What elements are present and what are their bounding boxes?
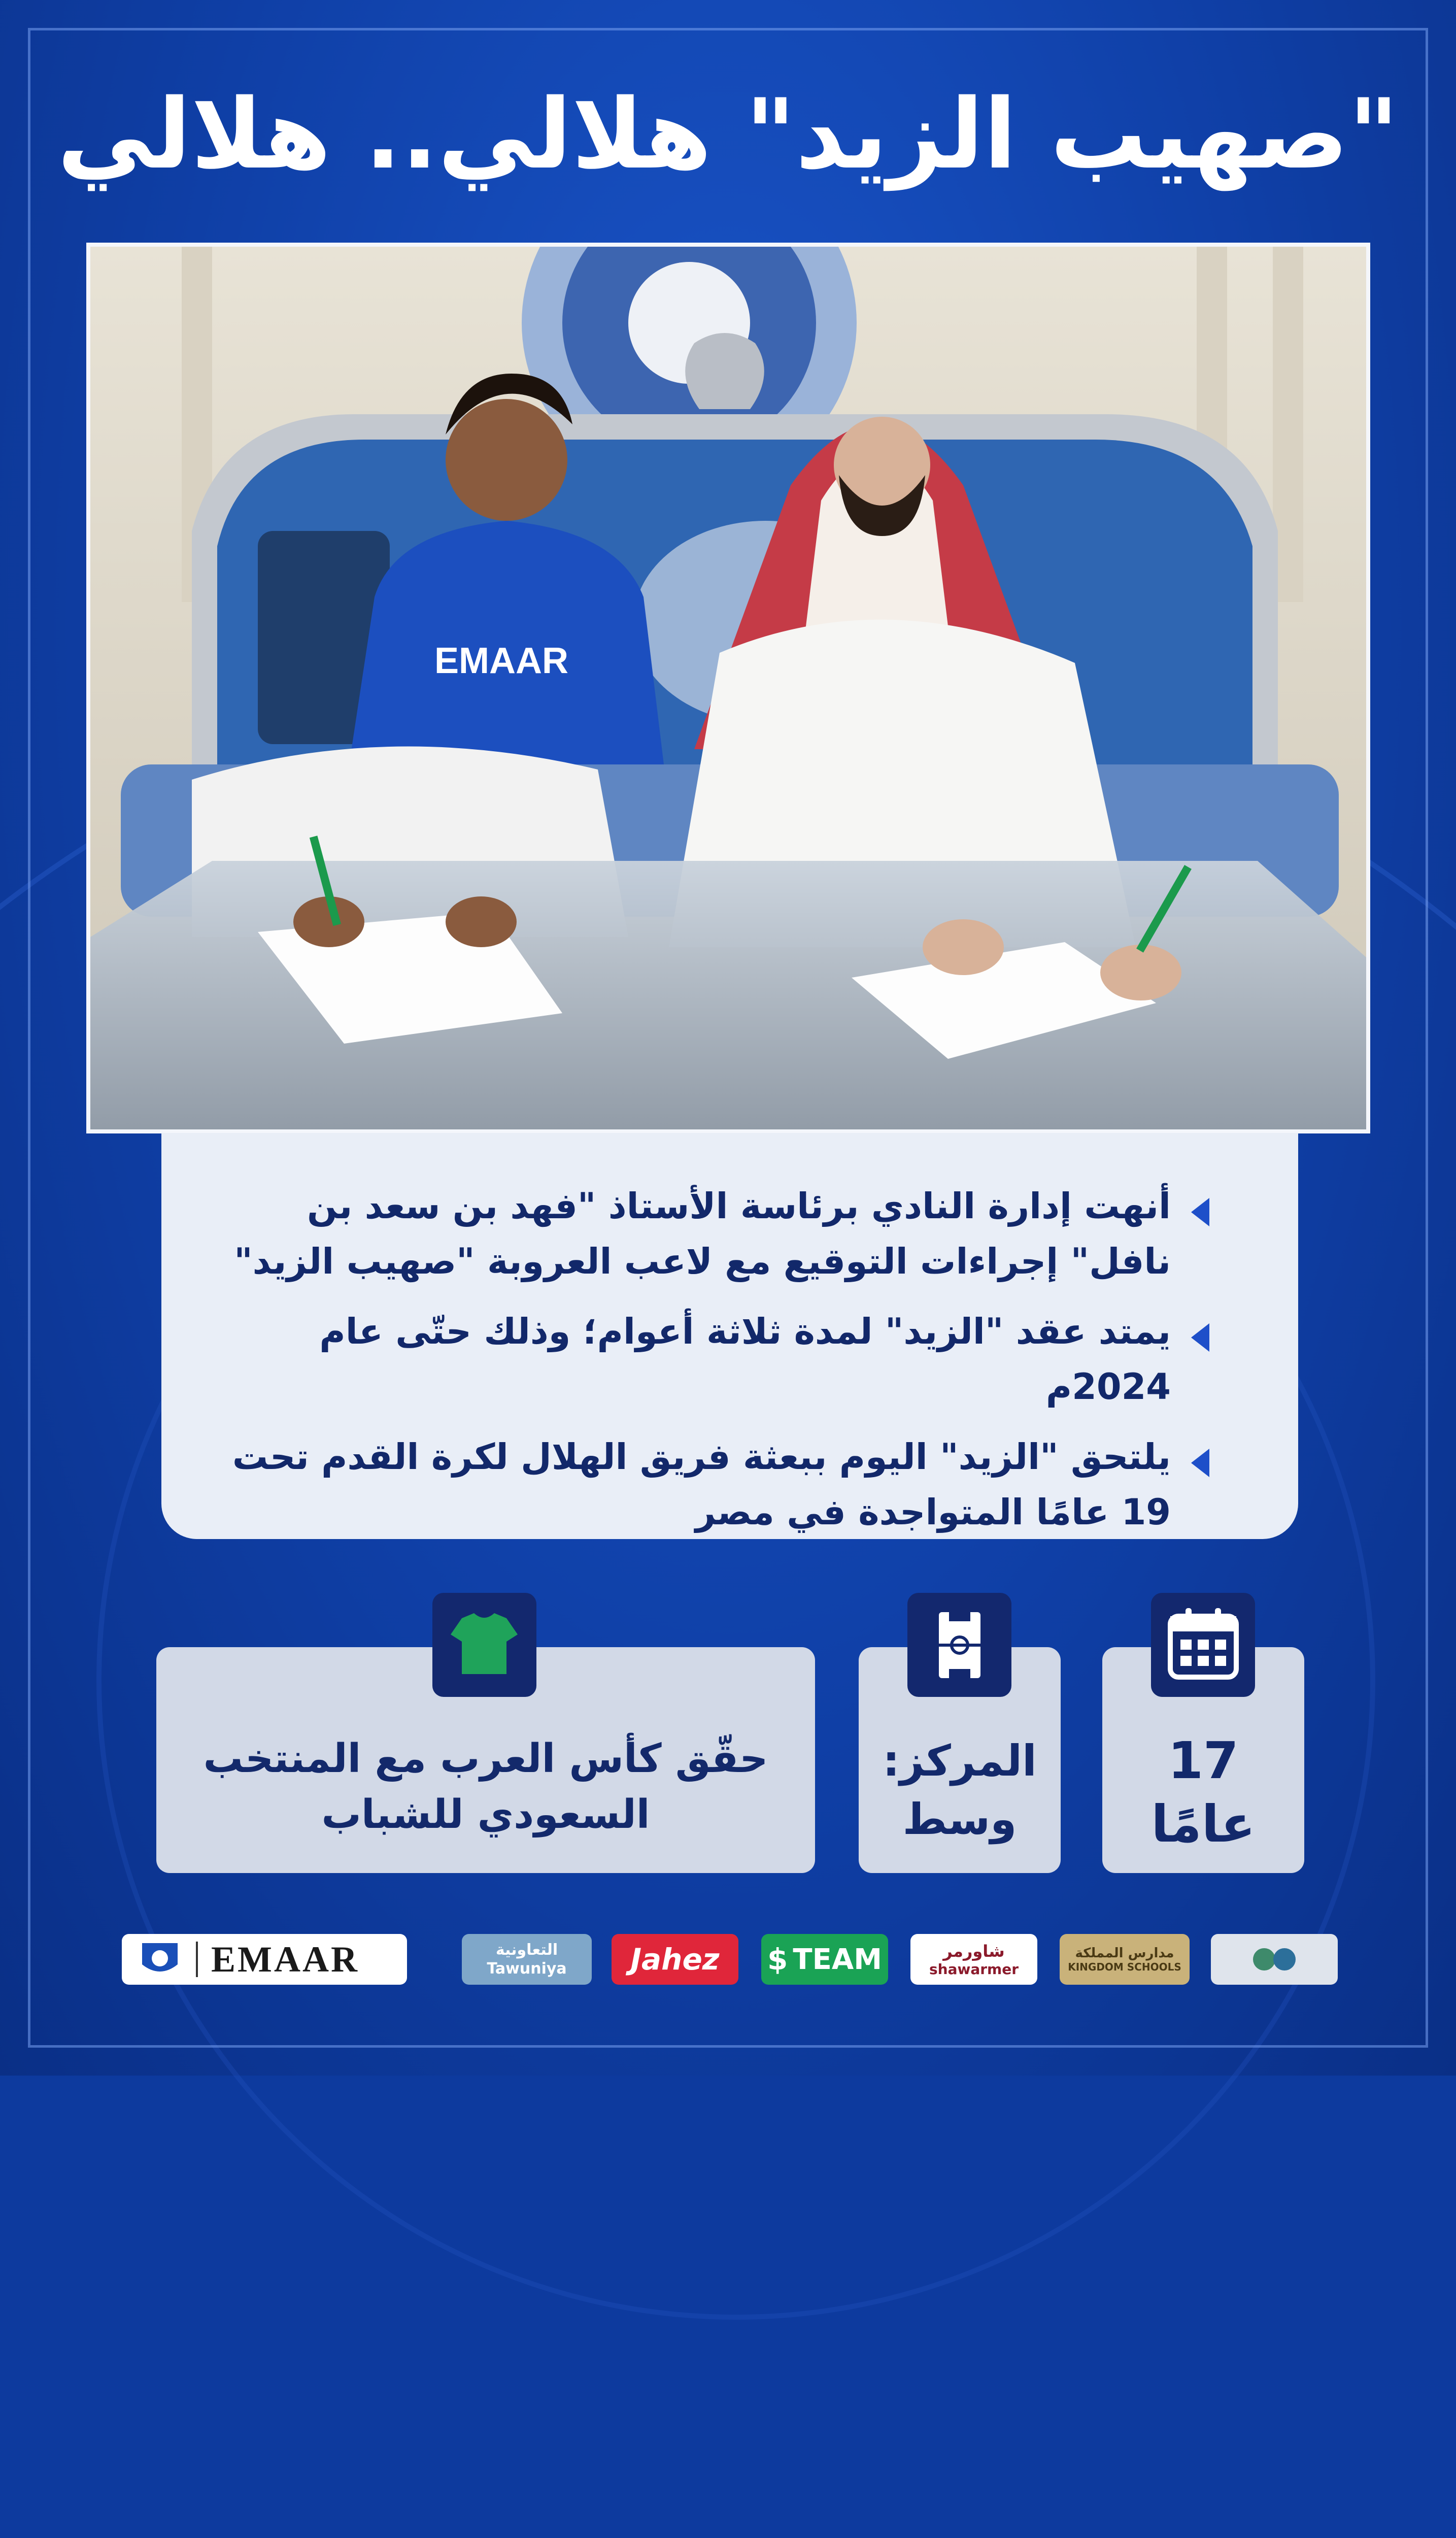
jersey-sponsor-text: EMAAR <box>434 641 568 681</box>
jahez-text: Jahez <box>630 1942 720 1977</box>
jersey-icon <box>432 1593 536 1697</box>
bullet-item <box>222 1179 1209 1289</box>
bullet-triangle-icon <box>1191 1198 1209 1226</box>
signing-photo <box>86 243 1370 1133</box>
bullet-text: يلتحق "الزيد" اليوم ببعثة فريق الهلال لكرة القدم تحت 19 عامًا المتواجدة في مصر <box>232 1436 1171 1533</box>
emblem-icon <box>1244 1942 1305 1977</box>
team-text: TEAM <box>793 1943 882 1976</box>
sponsor-kingdom-schools <box>1060 1934 1190 1985</box>
bullet-item <box>222 1304 1209 1414</box>
info-card <box>161 1133 1298 1539</box>
sponsor-divider <box>196 1942 198 1977</box>
sponsor-shawarmer <box>910 1934 1037 1985</box>
bullet-text: يمتد عقد "الزيد" لمدة ثلاثة أعوام؛ وذلك حتّى عام 2024م <box>319 1311 1171 1408</box>
football-pitch-icon <box>907 1593 1011 1697</box>
sponsor-tawuniya <box>462 1934 592 1985</box>
kingdom-en: KINGDOM SCHOOLS <box>1068 1961 1181 1973</box>
bullet-triangle-icon <box>1191 1323 1209 1352</box>
bullet-item <box>222 1429 1209 1540</box>
kingdom-ar: مدارس المملكة <box>1075 1946 1174 1961</box>
age-unit: عامًا <box>1151 1794 1256 1854</box>
sponsor-team <box>761 1934 888 1985</box>
bullet-text: أنهت إدارة النادي برئاسة الأستاذ "فهد بن سعد بن نافل" إجراءات التوقيع مع لاعب العروبة "صهيب الزيد" <box>234 1185 1171 1282</box>
achievement-line1: حقّق كأس العرب مع المنتخب <box>203 1736 768 1782</box>
team-s-icon: $ <box>767 1942 788 1977</box>
sponsor-jahez <box>612 1934 738 1985</box>
position-label: المركز: <box>883 1736 1037 1786</box>
tawuniya-en: Tawuniya <box>487 1960 567 1978</box>
shawarmer-ar: شاورمر <box>943 1941 1005 1961</box>
achievement-line2: السعودي للشباب <box>321 1792 650 1838</box>
bullet-triangle-icon <box>1191 1449 1209 1477</box>
tawuniya-ar: التعاونية <box>495 1941 558 1959</box>
age-number: 17 <box>1168 1731 1239 1790</box>
alhilal-logo-icon <box>137 1939 183 1980</box>
emaar-text: EMAAR <box>211 1939 359 1980</box>
sponsor-emblem <box>1211 1934 1338 1985</box>
position-value: وسط <box>902 1794 1017 1844</box>
shawarmer-en: shawarmer <box>929 1960 1019 1978</box>
sponsor-emaar <box>122 1934 407 1985</box>
calendar-icon <box>1151 1593 1255 1697</box>
page-title: "صهيب الزيد" هلالي.. هلالي <box>57 78 1399 190</box>
